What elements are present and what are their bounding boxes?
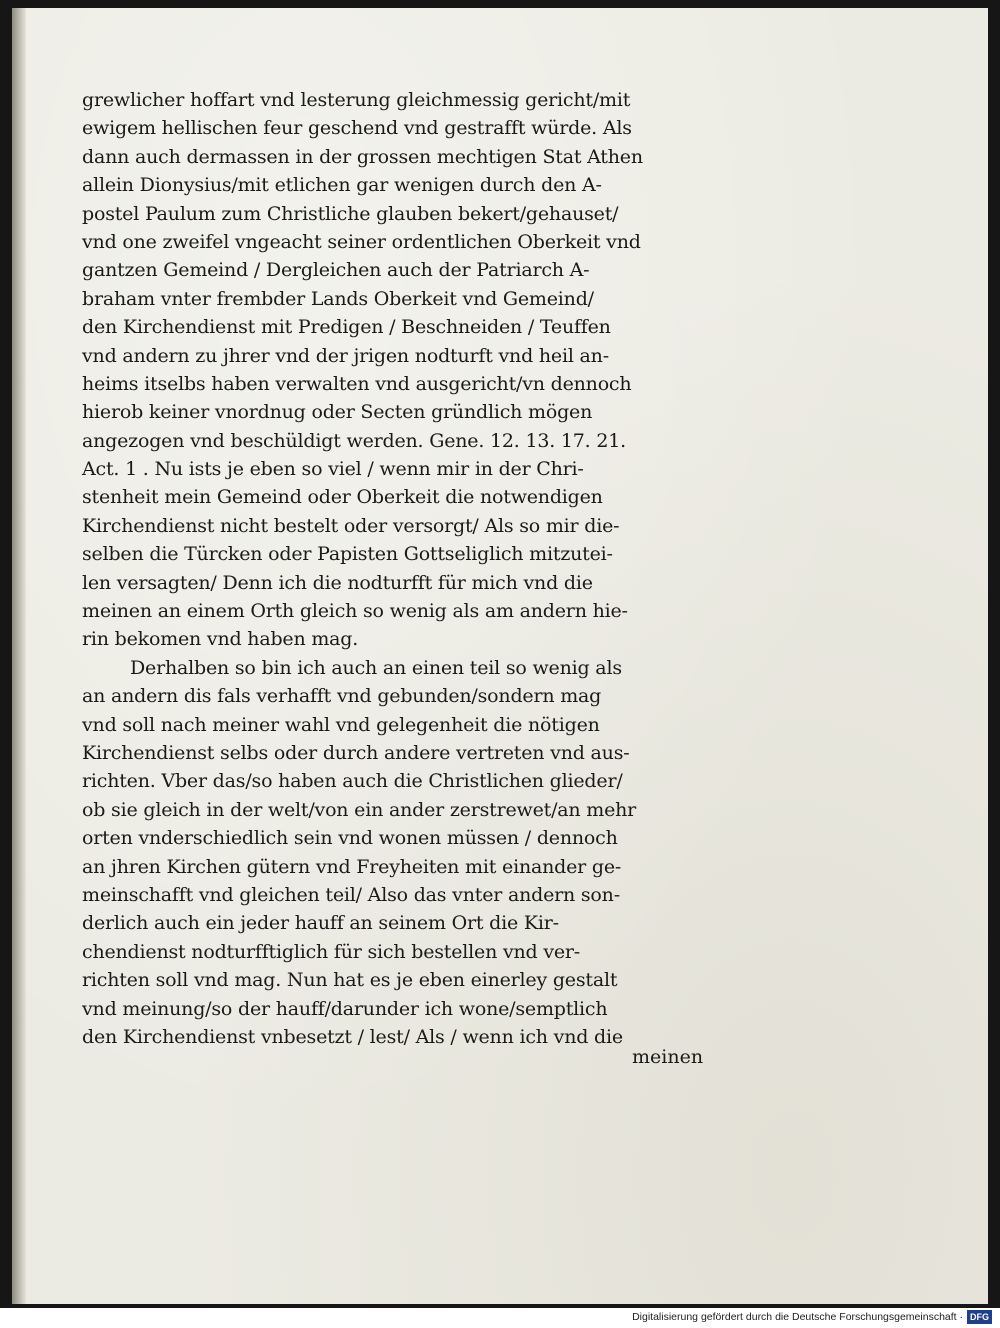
page-gutter <box>12 8 26 1304</box>
text-line: Act. 1 . Nu ists je eben so viel / wenn mir in der Chri- <box>82 458 584 481</box>
text-line: den Kirchendienst mit Predigen / Beschneiden / Teuffen <box>82 316 611 339</box>
text-line: an andern dis fals verhafft vnd gebunden/sondern mag <box>82 685 602 708</box>
text-line: dann auch dermassen in der grossen mechtigen Stat Athen <box>82 145 643 168</box>
text-line: rin bekomen vnd haben mag. <box>82 628 359 651</box>
text-line: Derhalben so bin ich auch an einen teil so wenig als <box>130 656 622 679</box>
catchword: meinen <box>632 1046 704 1068</box>
text-line: vnd meinung/so der hauff/darunder ich wone/semptlich <box>82 997 608 1020</box>
text-line: braham vnter frembder Lands Oberkeit vnd Gemeind/ <box>82 287 594 310</box>
text-line: stenheit mein Gemeind oder Oberkeit die notwendigen <box>82 486 603 509</box>
text-line: Kirchendienst selbs oder durch andere vertreten vnd aus- <box>82 741 630 764</box>
dfg-logo: DFG <box>967 1310 992 1324</box>
text-line: angezogen vnd beschüldigt werden. Gene. 12. 13. 17. 21. <box>82 429 626 452</box>
book-page <box>12 8 988 1304</box>
text-line: meinschafft vnd gleichen teil/ Also das vnter andern son- <box>82 883 620 906</box>
text-line: chendienst nodturfftiglich für sich bestellen vnd ver- <box>82 940 581 963</box>
text-line: derlich auch ein jeder hauff an seinem Ort die Kir- <box>82 912 559 935</box>
text-line: heims itselbs haben verwalten vnd ausgericht/vn dennoch <box>82 372 632 395</box>
text-line: hierob keiner vnordnug oder Secten gründlich mögen <box>82 401 593 424</box>
text-line: vnd soll nach meiner wahl vnd gelegenheit die nötigen <box>82 713 600 736</box>
text-line: meinen an einem Orth gleich so wenig als am andern hie- <box>82 600 628 623</box>
text-line: allein Dionysius/mit etlichen gar wenigen durch den A- <box>82 174 602 197</box>
text-line: den Kirchendienst vnbesetzt / lest/ Als / wenn ich vnd die <box>82 1025 623 1048</box>
text-line: ob sie gleich in der welt/von ein ander zerstrewet/an mehr <box>82 798 637 821</box>
text-line: vnd andern zu jhrer vnd der jrigen nodturft vnd heil an- <box>82 344 609 367</box>
text-line: ewigem hellischen feur geschend vnd gestrafft würde. Als <box>82 117 632 140</box>
text-line: richten. Vber das/so haben auch die Christlichen glieder/ <box>82 770 623 793</box>
text-line: gantzen Gemeind / Dergleichen auch der Patriarch A- <box>82 259 590 282</box>
text-line: grewlicher hoffart vnd lesterung gleichmessig gericht/mit <box>82 89 631 111</box>
text-line: Kirchendienst nicht bestelt oder versorgt/ Als so mir die- <box>82 514 620 537</box>
text-line: an jhren Kirchen gütern vnd Freyheiten mit einander ge- <box>82 855 622 878</box>
text-line: selben die Türcken oder Papisten Gottseliglich mitzutei- <box>82 543 613 566</box>
text-line: vnd one zweifel vngeacht seiner ordentlichen Oberkeit vnd <box>82 230 641 253</box>
text-line: postel Paulum zum Christliche glauben bekert/gehauset/ <box>82 202 619 225</box>
footer <box>632 1308 992 1326</box>
page-text <box>82 86 742 1051</box>
funding-note: Digitalisierung gefördert durch die Deutsche Forschungsgemeinschaft · <box>632 1311 963 1323</box>
text-line: len versagten/ Denn ich die nodturfft für mich vnd die <box>82 571 593 594</box>
text-line: orten vnderschiedlich sein vnd wonen müssen / dennoch <box>82 827 618 850</box>
text-line: richten soll vnd mag. Nun hat es je eben einerley gestalt <box>82 969 618 992</box>
